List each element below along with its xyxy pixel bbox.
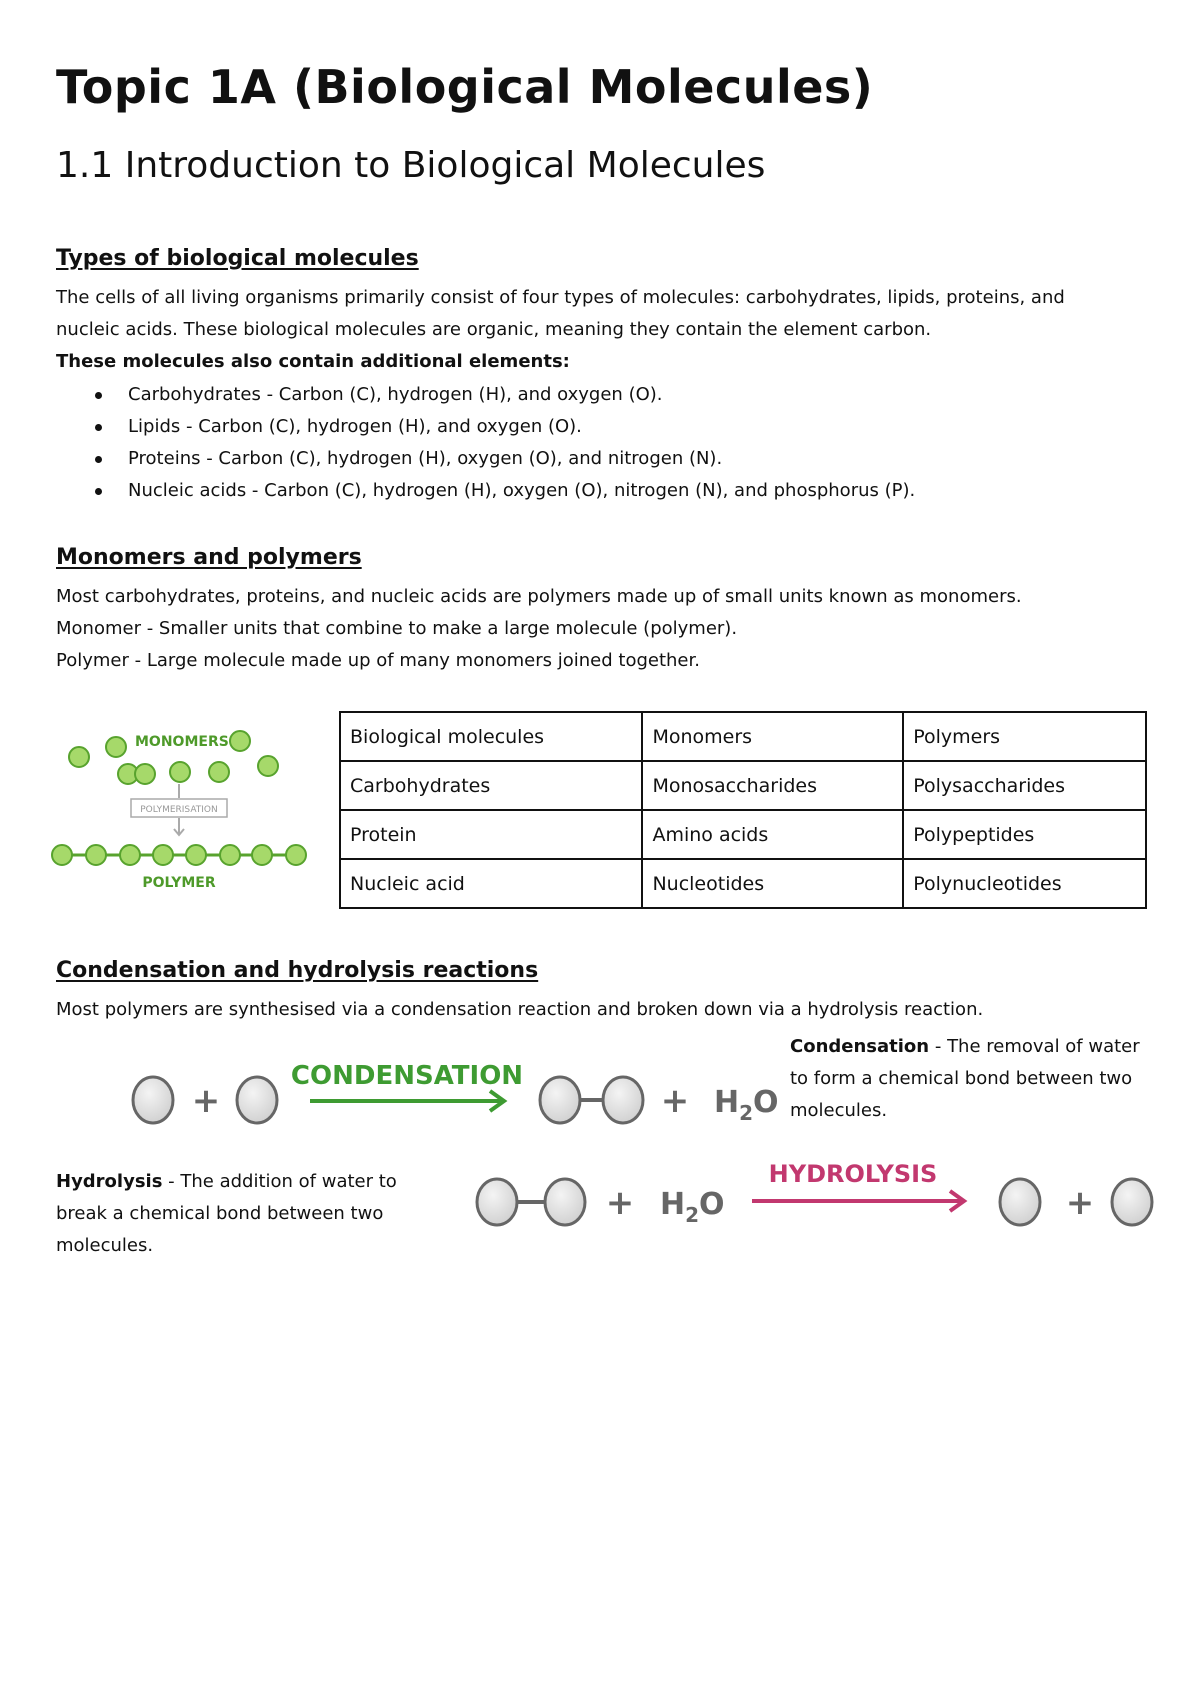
types-intro-line2: nucleic acids. These biological molecules are organic, meaning they contain the element carbon. <box>56 319 932 340</box>
plus-sign: + <box>660 1081 690 1121</box>
table-header-cell: Polymers <box>903 712 1146 761</box>
table-header-cell: Biological molecules <box>340 712 642 761</box>
list-item: Nucleic acids - Carbon (C), hydrogen (H), oxygen (O), nitrogen (N), and phosphorus (P). <box>92 475 915 507</box>
monomers-line1: Most carbohydrates, proteins, and nucleic acids are polymers made up of small units known as monomers. <box>56 586 1022 607</box>
list-item: Lipids - Carbon (C), hydrogen (H), and oxygen (O). <box>92 411 915 443</box>
page-title: Topic 1A (Biological Molecules) <box>56 60 874 114</box>
hydrolysis-term: Hydrolysis <box>56 1171 163 1192</box>
table-row <box>340 859 1146 908</box>
table-row <box>340 761 1146 810</box>
molecule-circle <box>477 1179 517 1225</box>
plus-sign: + <box>191 1081 221 1121</box>
reactions-intro: Most polymers are synthesised via a condensation reaction and broken down via a hydrolysis reaction. <box>56 999 984 1020</box>
table-cell: Polysaccharides <box>903 761 1146 810</box>
list-item: Proteins - Carbon (C), hydrogen (H), oxygen (O), and nitrogen (N). <box>92 443 915 475</box>
plus-sign: + <box>1065 1183 1095 1223</box>
polymerisation-diagram <box>46 722 316 902</box>
condensation-term: Condensation <box>790 1036 930 1057</box>
table-cell: Amino acids <box>642 810 903 859</box>
molecule-circle <box>237 1077 277 1123</box>
table-cell: Nucleotides <box>642 859 903 908</box>
water-formula: $H_2O$ <box>660 1187 725 1227</box>
molecules-table <box>339 711 1147 909</box>
polymerisation-label: POLYMERISATION <box>140 805 218 815</box>
molecule-circle <box>133 1077 173 1123</box>
molecule-circle <box>1112 1179 1152 1225</box>
monomers-line2: Monomer - Smaller units that combine to make a large molecule (polymer). <box>56 618 738 639</box>
section-heading-reactions: Condensation and hydrolysis reactions <box>56 958 539 983</box>
monomers-label: MONOMERS <box>135 734 229 750</box>
hydrolysis-definition: Hydrolysis - The addition of water to break a chemical bond between two molecules. <box>56 1171 397 1256</box>
table-cell: Carbohydrates <box>340 761 642 810</box>
molecule-circle <box>540 1077 580 1123</box>
molecule-circle <box>603 1077 643 1123</box>
elements-heading: These molecules also contain additional elements: <box>56 351 570 372</box>
water-formula: $H_2O$ <box>714 1085 779 1125</box>
condensation-definition: Condensation - The removal of water to form a chemical bond between two molecules. <box>790 1036 1140 1121</box>
hydrolysis-diagram <box>470 1150 1170 1260</box>
condensation-diagram <box>120 1050 780 1160</box>
table-row <box>340 810 1146 859</box>
table-cell: Polypeptides <box>903 810 1146 859</box>
table-cell: Protein <box>340 810 642 859</box>
hydrolysis-label: HYDROLYSIS <box>768 1160 938 1188</box>
polymer-label: POLYMER <box>142 875 216 891</box>
types-intro-line1: The cells of all living organisms primarily consist of four types of molecules: carbohydrates, lipids, proteins, and <box>56 287 1065 308</box>
section-heading-monomers: Monomers and polymers <box>56 545 362 570</box>
table-header-row <box>340 712 1146 761</box>
section-heading-types: Types of biological molecules <box>56 246 419 271</box>
molecule-circle <box>1000 1179 1040 1225</box>
molecule-circle <box>545 1179 585 1225</box>
elements-list <box>92 379 915 507</box>
monomers-line3: Polymer - Large molecule made up of many monomers joined together. <box>56 650 700 671</box>
table-cell: Polynucleotides <box>903 859 1146 908</box>
condensation-label: CONDENSATION <box>290 1061 524 1091</box>
page-subtitle: 1.1 Introduction to Biological Molecules <box>56 145 766 186</box>
plus-sign: + <box>605 1183 635 1223</box>
table-cell: Monosaccharides <box>642 761 903 810</box>
table-header-cell: Monomers <box>642 712 903 761</box>
table-cell: Nucleic acid <box>340 859 642 908</box>
list-item: Carbohydrates - Carbon (C), hydrogen (H), and oxygen (O). <box>92 379 915 411</box>
